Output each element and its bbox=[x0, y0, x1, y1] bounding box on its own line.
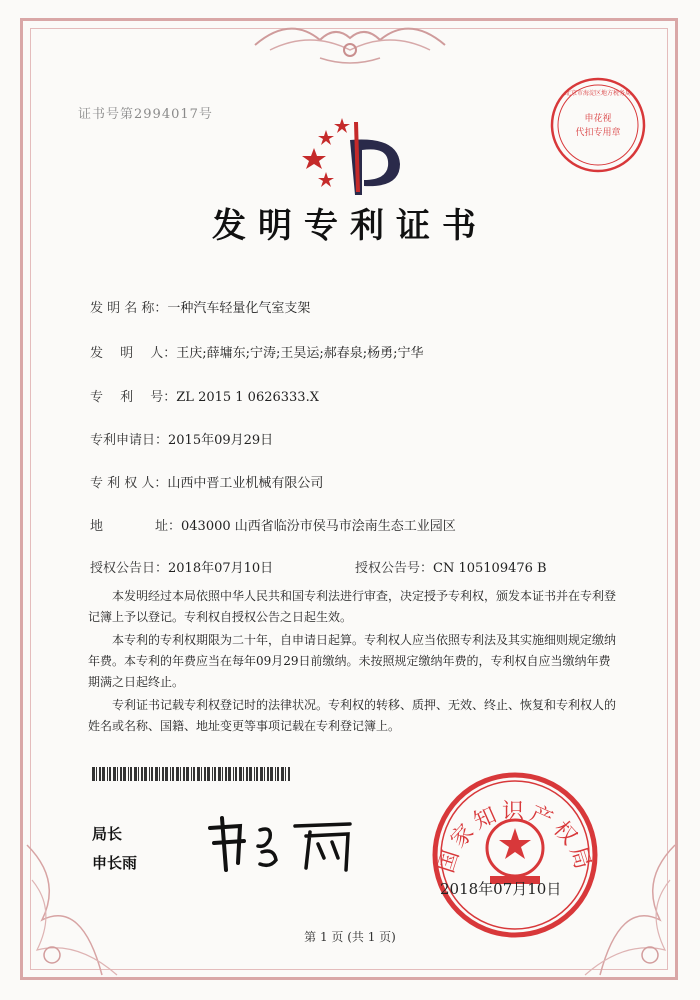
patentee-label: 专 利 权 人： bbox=[90, 476, 168, 491]
body-paragraph-3: 专利证书记载专利权登记时的法律状况。专利权的转移、质押、无效、终止、恢复和专利权人的姓名或名称、国籍、地址变更等事项记载在专利登记簿上。 bbox=[88, 698, 617, 733]
invention-name-value: 一种汽车轻量化气室支架 bbox=[167, 301, 311, 316]
director-title: 局长 bbox=[92, 825, 123, 843]
invention-name-label: 发 明 名 称： bbox=[90, 301, 168, 316]
body-paragraph-1: 本发明经过本局依照中华人民共和国专利法进行审查，决定授予专利权，颁发本证书并在专利登记簿上予以登记。专利权自授权公告之日起生效。 bbox=[88, 589, 617, 624]
patent-number-value: ZL 2015 1 0626333.X bbox=[176, 390, 319, 405]
patent-number-row bbox=[90, 386, 319, 405]
official-seal bbox=[430, 770, 600, 940]
certificate-number: 证书号第2994017号 bbox=[78, 107, 213, 122]
address-value: 043000 山西省临汾市侯马市浍南生态工业园区 bbox=[181, 519, 456, 534]
filing-date-row bbox=[90, 429, 273, 448]
grant-date-value: 2018年07月10日 bbox=[168, 561, 274, 576]
inventor-value: 王庆;薛墉东;宁涛;王昊运;郝春泉;杨勇;宁华 bbox=[176, 346, 424, 361]
barcode bbox=[92, 767, 292, 781]
grant-number-row bbox=[355, 557, 547, 576]
patentee-value: 山西中晋工业机械有限公司 bbox=[167, 476, 324, 491]
grant-date-row bbox=[90, 557, 273, 576]
tax-stamp-center: 申花视 bbox=[584, 114, 612, 124]
grant-number-value: CN 105109476 B bbox=[433, 561, 547, 576]
cnipa-logo bbox=[300, 110, 410, 200]
patent-number-label: 专 利 号： bbox=[90, 390, 177, 405]
grant-date-label: 授权公告日： bbox=[90, 561, 169, 576]
tax-stamp-ring: 北京市海淀区地方税务局 bbox=[564, 90, 632, 97]
certificate-body bbox=[88, 586, 618, 739]
seal-ring-text: 国家知识产权局 bbox=[433, 799, 597, 876]
tax-stamp bbox=[548, 75, 648, 175]
patentee-row bbox=[90, 472, 323, 491]
page-number: 第 1 页 (共 1 页) bbox=[304, 930, 396, 944]
filing-date-value: 2015年09月29日 bbox=[168, 433, 274, 448]
director-name: 申长雨 bbox=[92, 854, 138, 872]
invention-name-row bbox=[90, 297, 310, 316]
certificate-title: 发明专利证书 bbox=[212, 206, 488, 246]
seal-date: 2018年07月10日 bbox=[440, 880, 562, 898]
inventor-label: 发 明 人： bbox=[90, 346, 177, 361]
grant-number-label: 授权公告号： bbox=[355, 561, 434, 576]
top-ornament bbox=[250, 20, 450, 70]
address-label: 地 址： bbox=[90, 519, 182, 534]
address-row bbox=[90, 515, 456, 534]
director-signature bbox=[200, 808, 370, 878]
inventor-row bbox=[90, 342, 424, 361]
filing-date-label: 专利申请日： bbox=[90, 433, 169, 448]
tax-stamp-sub: 代扣专用章 bbox=[575, 128, 621, 138]
body-paragraph-2: 本专利的专利权期限为二十年，自申请日起算。专利权人应当依照专利法及其实施细则规定缴纳年费。本专利的年费应当在每年09月29日前缴纳。未按照规定缴纳年费的，专利权自应当缴纳年费期满之日起终止。 bbox=[88, 633, 617, 689]
